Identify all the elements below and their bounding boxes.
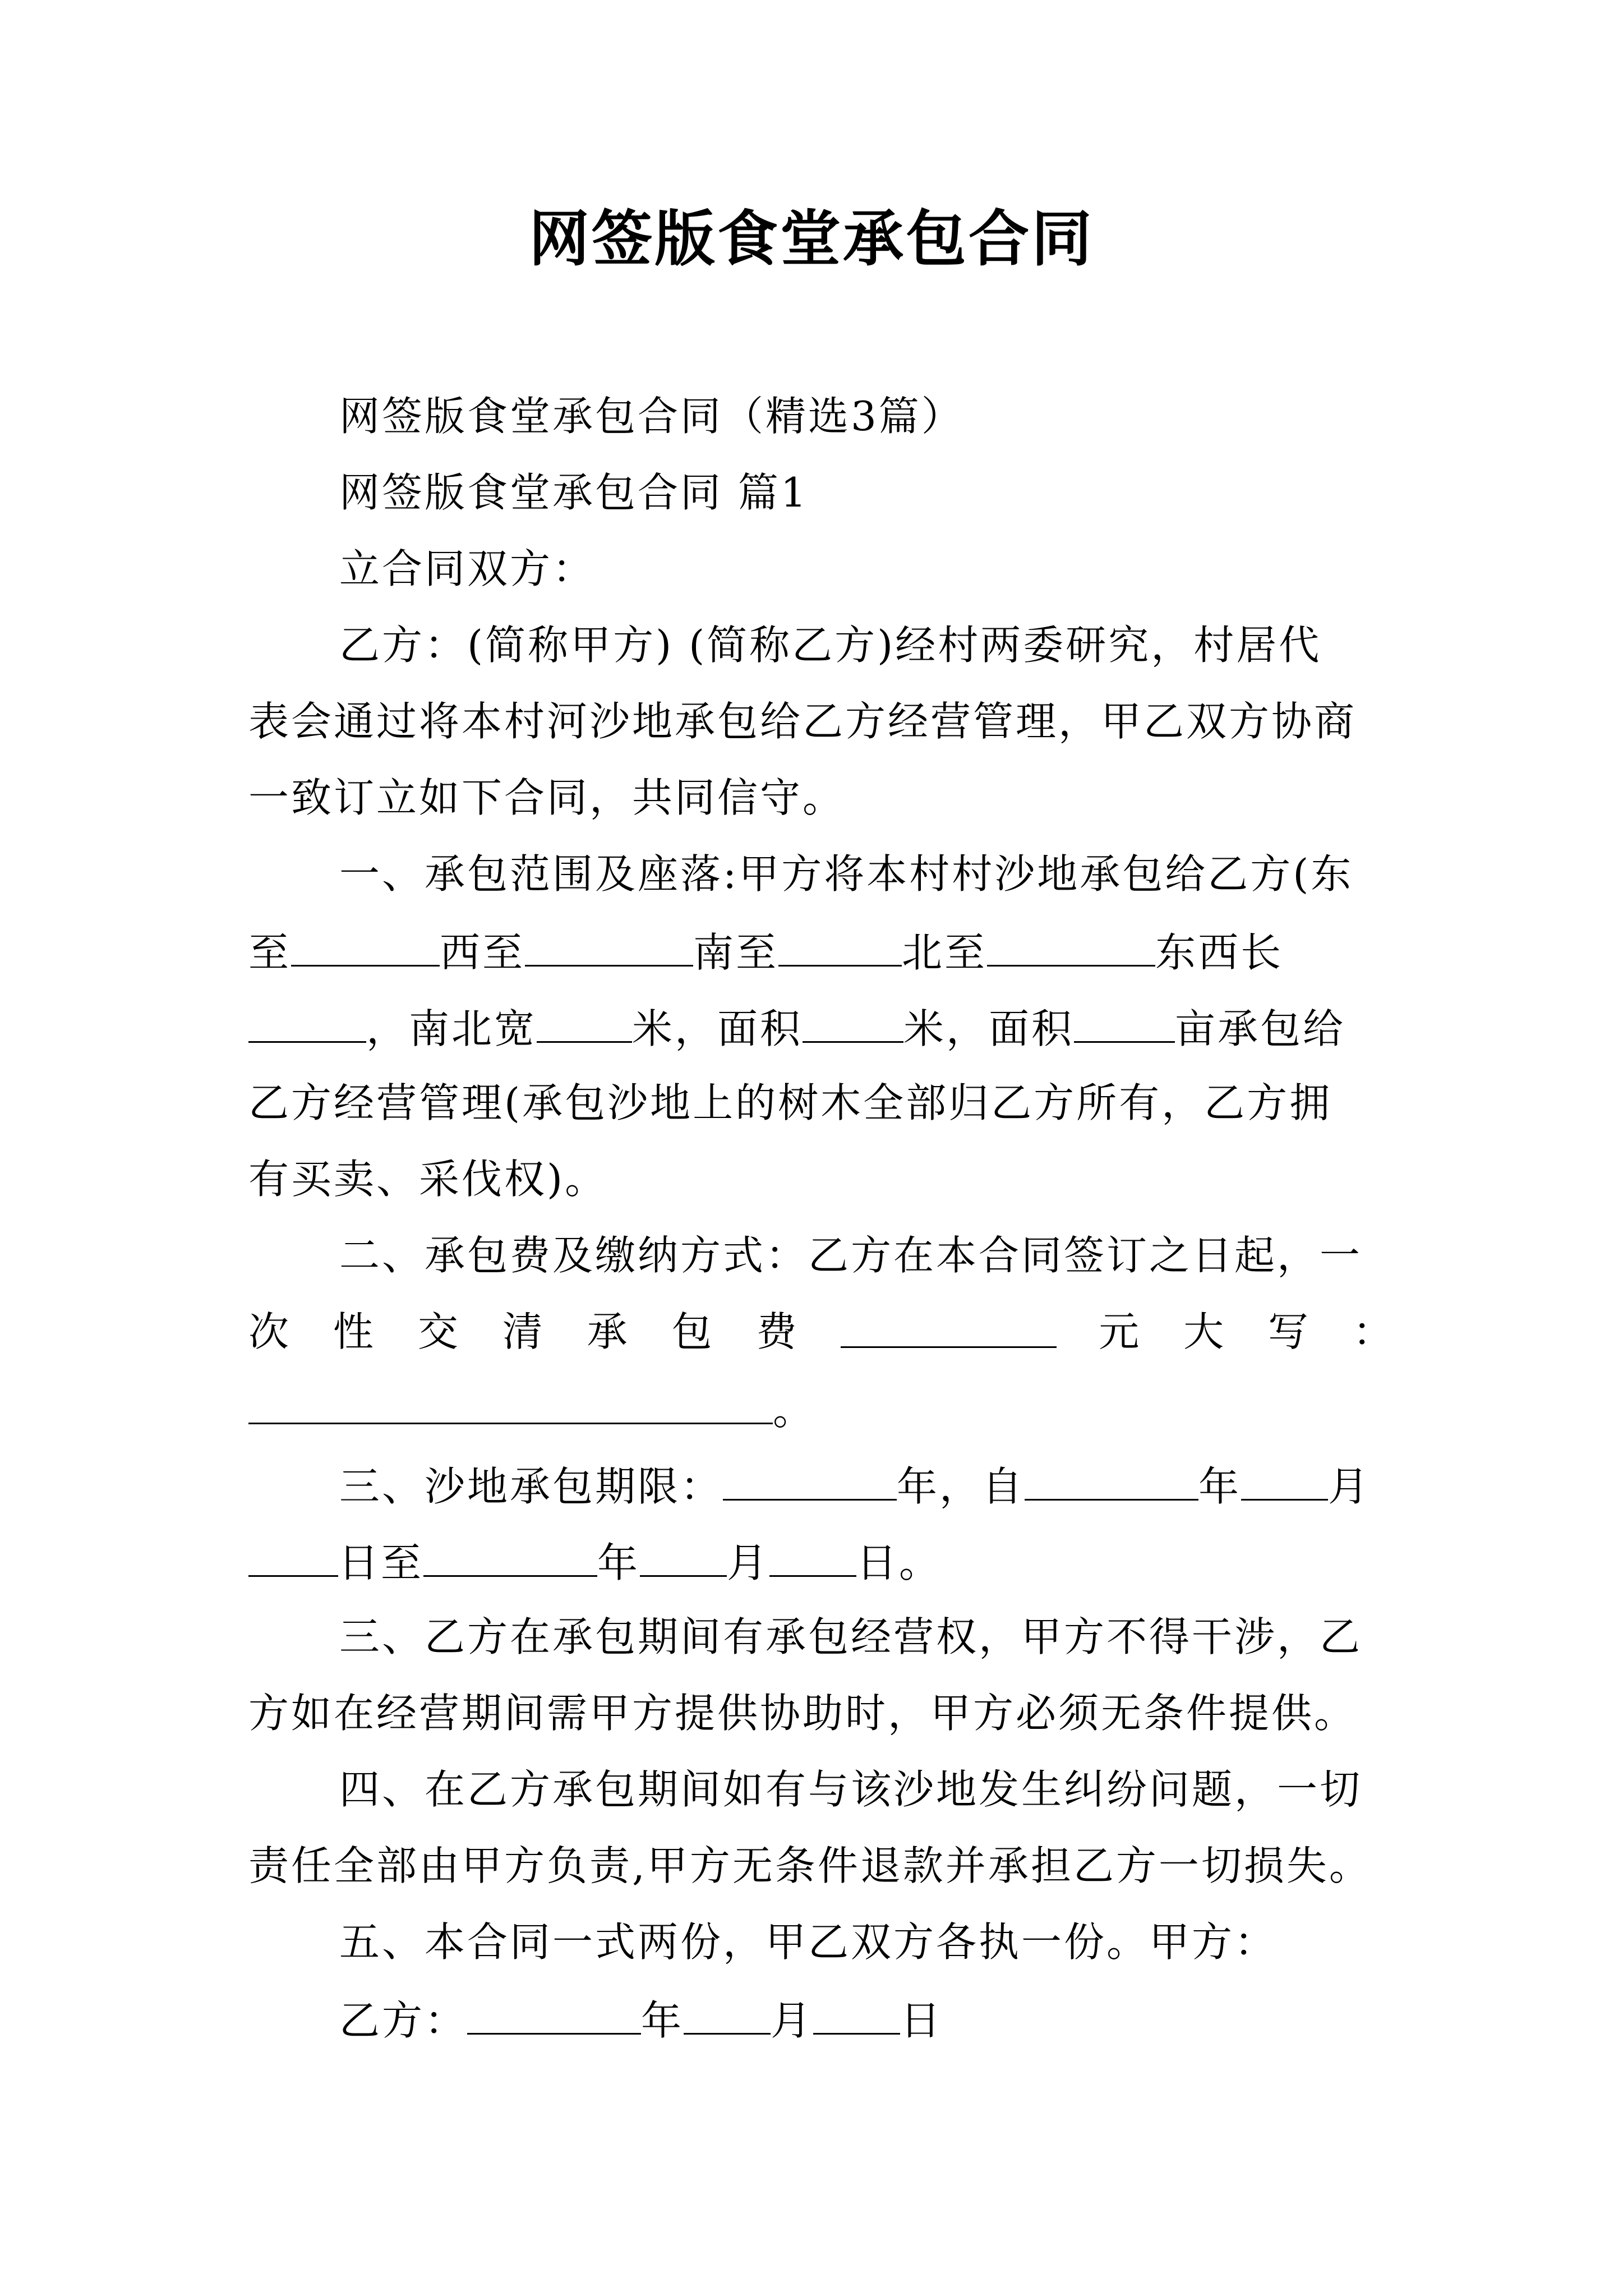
section-heading: 网签版食堂承包合同 篇1 xyxy=(339,469,809,516)
signature-line xyxy=(339,1990,943,2049)
clause-3a-text: 月 xyxy=(1328,1463,1371,1510)
paragraph-1-line-2: 表会通过将本村河沙地承包给乙方经营管理，甲乙双方协商 xyxy=(248,698,1357,745)
clause-1-line-5: 有买卖、采伐权)。 xyxy=(248,1156,608,1203)
blank-line xyxy=(684,1990,771,2035)
clause-1-text: 东西长 xyxy=(1155,929,1284,976)
clause-2-char: 元 xyxy=(1099,1308,1142,1355)
clause-1-text: 南至 xyxy=(693,929,779,976)
clause-3a-text: 年 xyxy=(1198,1463,1242,1510)
clause-1-text: 北至 xyxy=(902,929,988,976)
clause-2-char: 交 xyxy=(417,1308,460,1355)
clause-1-line-4: 乙方经营管理(承包沙地上的树木全部归乙方所有，乙方拥 xyxy=(248,1079,1332,1126)
signature-text: 日 xyxy=(900,1997,943,2044)
paragraph-1-line-1: 乙方：(简称甲方) (简称乙方)经村两委研究，村居代 xyxy=(339,622,1322,669)
clause-2-char: 大 xyxy=(1183,1308,1227,1355)
parties-heading: 立合同双方： xyxy=(339,545,596,592)
clause-2-char: 承 xyxy=(587,1308,630,1355)
clause-3b-line-1: 三、乙方在承包期间有承包经营权，甲方不得干涉，乙 xyxy=(339,1613,1363,1660)
clause-4-line-2: 责任全部由甲方负责,甲方无条件退款并承担乙方一切损失。 xyxy=(248,1842,1372,1889)
blank-line xyxy=(778,922,902,967)
clause-3a-text: 年，自 xyxy=(897,1463,1025,1510)
clause-2-char: 写 xyxy=(1268,1308,1311,1355)
clause-1-text: 米，面积 xyxy=(903,1005,1075,1052)
clause-3a-text: 三、沙地承包期限： xyxy=(339,1463,723,1510)
clause-1-line-3 xyxy=(248,999,1345,1057)
clause-5-line: 五、本合同一式两份，甲乙双方各执一份。甲方： xyxy=(339,1918,1278,1966)
clause-1-text: 亩承包给 xyxy=(1175,1005,1346,1052)
clause-3b-line-2: 方如在经营期间需甲方提供协助时，甲方必须无条件提供。 xyxy=(248,1690,1357,1737)
clause-1-line-2 xyxy=(248,922,1283,981)
clause-1-text: 米，面积 xyxy=(632,1005,803,1052)
clause-1-text: 西至 xyxy=(440,929,525,976)
blank-line xyxy=(640,1533,727,1577)
clause-3a-text: 月 xyxy=(727,1539,770,1586)
clause-2-char: 费 xyxy=(756,1308,799,1355)
signature-text: 乙方： xyxy=(339,1997,468,2044)
blank-line xyxy=(1241,1456,1328,1501)
blank-line xyxy=(769,1533,856,1577)
blank-line xyxy=(1025,1456,1198,1501)
blank-line xyxy=(291,922,440,967)
blank-line xyxy=(248,1380,773,1424)
clause-3a-text: 年 xyxy=(597,1539,640,1586)
clause-4-line-1: 四、在乙方承包期间如有与该沙地发生纠纷问题，一切 xyxy=(339,1766,1363,1813)
blank-line xyxy=(525,922,693,967)
clause-3a-line-2 xyxy=(248,1533,942,1591)
signature-text: 年 xyxy=(641,1997,684,2044)
blank-line xyxy=(803,999,903,1043)
blank-line xyxy=(723,1456,897,1501)
blank-line xyxy=(248,1533,338,1577)
blank-line xyxy=(987,922,1155,967)
intro-line: 网签版食堂承包合同（精选3篇） xyxy=(339,393,964,440)
clause-2-char: 清 xyxy=(502,1308,545,1355)
blank-line xyxy=(1074,999,1175,1043)
blank-line xyxy=(841,1304,1057,1348)
clause-1-text: ，南北宽 xyxy=(366,1005,537,1052)
clause-3a-text: 日。 xyxy=(856,1539,942,1586)
clause-3a-text: 日至 xyxy=(338,1539,424,1586)
clause-2-line-3 xyxy=(248,1380,815,1438)
clause-2-char: 次 xyxy=(248,1308,292,1355)
clause-1-text: 至 xyxy=(248,929,292,976)
clause-2-char: ： xyxy=(1352,1308,1395,1355)
blank-line xyxy=(537,999,632,1043)
signature-text: 月 xyxy=(771,1997,814,2044)
blank-line xyxy=(467,1990,641,2035)
clause-3a-line-1 xyxy=(339,1456,1371,1515)
clause-2-line-2 xyxy=(248,1304,1395,1360)
clause-2-text: 。 xyxy=(773,1387,816,1434)
blank-line xyxy=(423,1533,597,1577)
paragraph-1-line-3: 一致订立如下合同，共同信守。 xyxy=(248,774,846,821)
blank-line xyxy=(813,1990,900,2035)
clause-1-line-1: 一、承包范围及座落:甲方将本村村沙地承包给乙方(东 xyxy=(339,850,1354,898)
clause-2-line-1: 二、承包费及缴纳方式：乙方在本合同签订之日起，一 xyxy=(339,1232,1363,1279)
blank-line xyxy=(248,999,366,1043)
clause-2-char: 包 xyxy=(671,1308,714,1355)
document-title: 网签版食堂承包合同 xyxy=(528,204,1094,274)
clause-2-char: 性 xyxy=(333,1308,376,1355)
